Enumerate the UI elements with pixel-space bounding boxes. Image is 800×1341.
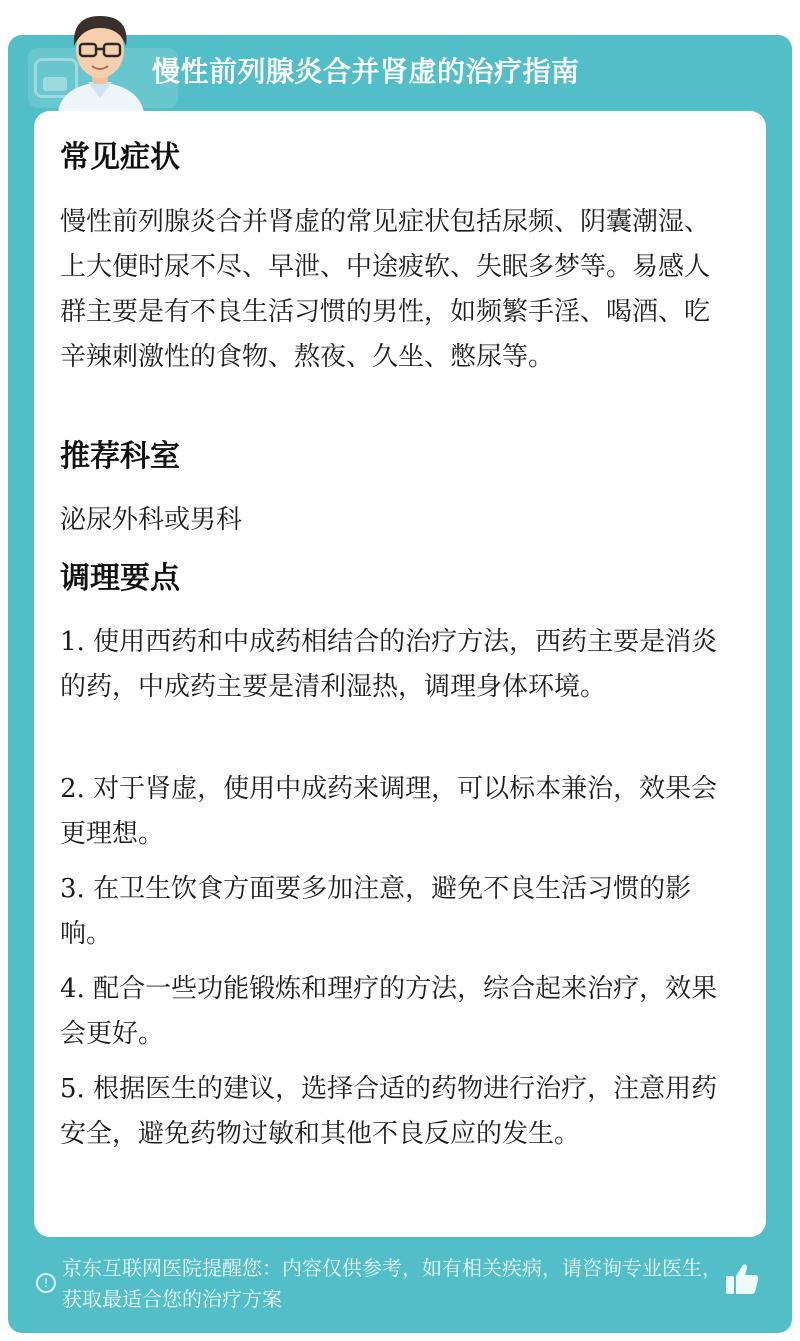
care-item — [60, 620, 725, 710]
care-item — [60, 767, 725, 857]
care-item — [60, 1067, 725, 1157]
care-item-number: 3. — [60, 874, 85, 904]
care-item-text: 对于肾虚，使用中成药来调理，可以标本兼治，效果会更理想。 — [60, 774, 718, 849]
care-item-text: 根据医生的建议，选择合适的药物进行治疗，注意用药安全，避免药物过敏和其他不良反应的发生。 — [60, 1074, 718, 1149]
care-item — [60, 967, 725, 1057]
section-heading-care: 调理要点 — [60, 561, 180, 596]
doctor-avatar — [48, 6, 152, 112]
section-heading-department: 推荐科室 — [60, 439, 180, 474]
care-item — [60, 867, 725, 957]
care-item-text: 在卫生饮食方面要多加注意，避免不良生活习惯的影响。 — [60, 874, 692, 949]
care-item-text: 配合一些功能锻炼和理疗的方法，综合起来治疗，效果会更好。 — [60, 974, 718, 1049]
page-title: 慢性前列腺炎合并肾虚的治疗指南 — [152, 55, 580, 88]
care-item-number: 5. — [60, 1074, 85, 1104]
thumbs-up-icon[interactable] — [724, 1262, 760, 1296]
care-item-number: 1. — [60, 627, 85, 657]
care-item-text: 使用西药和中成药相结合的治疗方法，西药主要是消炎的药，中成药主要是清利湿热，调理身体环境。 — [60, 627, 718, 702]
section-heading-symptoms: 常见症状 — [60, 140, 180, 175]
disclaimer-text: 京东互联网医院提醒您：内容仅供参考，如有相关疾病，请咨询专业医生，获取最适合您的治疗方案 — [62, 1256, 722, 1311]
info-icon: ! — [36, 1273, 56, 1293]
care-item-number: 4. — [60, 974, 85, 1004]
symptoms-text: 慢性前列腺炎合并肾虚的常见症状包括尿频、阴囊潮湿、上大便时尿不尽、早泄、中途疲软、失眠多梦等。易感人群主要是有不良生活习惯的男性，如频繁手淫、喝酒、吃辛辣刺激性的食物、熬夜、久坐、憋尿等。 — [60, 207, 711, 372]
department-text: 泌尿外科或男科 — [60, 505, 243, 535]
care-item-number: 2. — [60, 774, 85, 804]
